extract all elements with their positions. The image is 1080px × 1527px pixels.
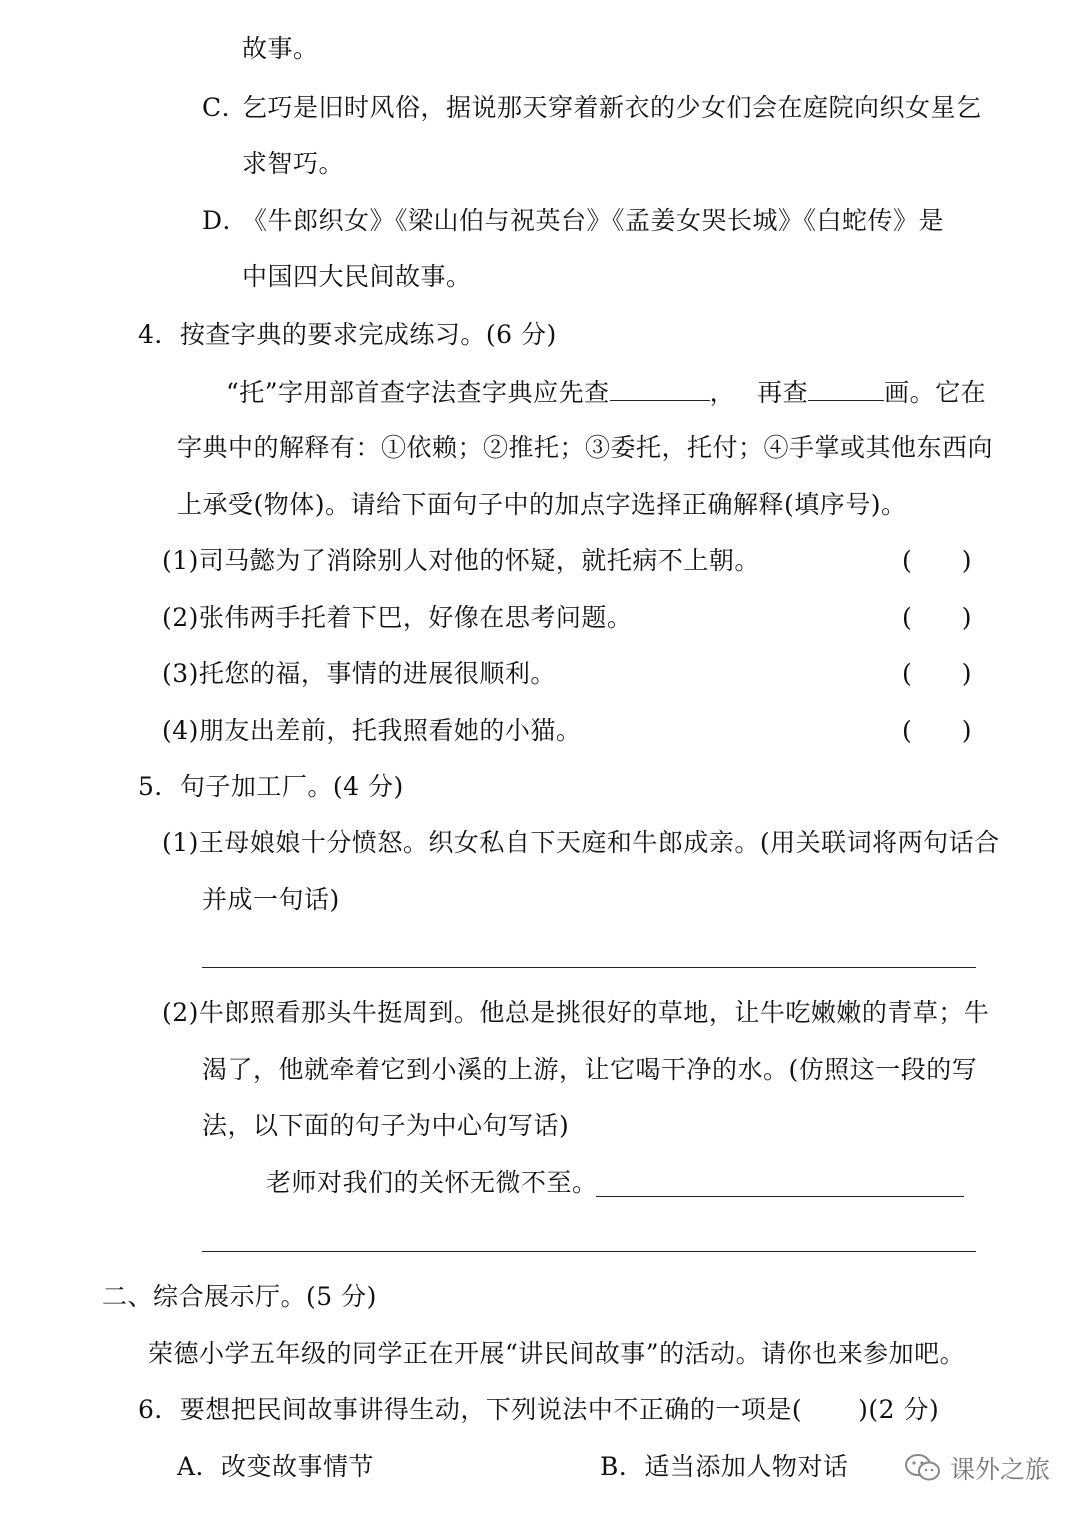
q5-sub2-answer-line-1[interactable] [596, 1196, 964, 1197]
q4-p1-text-b: ， [709, 378, 736, 407]
q4-p1-text-d: 画。它在 [884, 378, 987, 407]
q4-paragraph-line3: 上承受(物体)。请给下面句子中的加点字选择正确解释(填序号)。 [177, 490, 907, 519]
q6-title-text: 6．要想把民间故事讲得生动，下列说法中不正确的一项是( [138, 1395, 803, 1424]
q4-p1-text-a: “托”字用部首查字法查字典应先查 [226, 378, 610, 407]
watermark [904, 1450, 1050, 1486]
q3-option-d-text: 《牛郎织女》《梁山伯与祝英台》《孟姜女哭长城》《白蛇传》是 [242, 206, 945, 235]
q4-item-2: (2)张伟两手托着下巴，好像在思考问题。 [162, 603, 633, 632]
q4-paragraph-line1 [226, 376, 986, 408]
q6-title [138, 1395, 939, 1425]
q5-sub2-line2: 渴了，他就牵着它到小溪的上游，让它喝干净的水。(仿照这一段的写 [202, 1055, 978, 1084]
q4-answer-paren-4[interactable]: ( ) [902, 716, 972, 745]
wechat-icon [904, 1452, 942, 1484]
q5-center-sentence: 老师对我们的关怀无微不至。 [266, 1168, 598, 1197]
watermark-text: 课外之旅 [949, 1455, 1050, 1484]
q4-answer-paren-3[interactable]: ( ) [902, 659, 972, 688]
q4-paragraph-line2: 字典中的解释有：①依赖；②推托；③委托，托付；④手掌或其他东西向 [177, 433, 994, 462]
q5-sub2-answer-line-2[interactable] [202, 1251, 976, 1252]
q4-blank-radical[interactable] [610, 376, 710, 401]
q4-item-1: (1)司马懿为了消除别人对他的怀疑，就托病不上朝。 [162, 546, 760, 575]
q5-sub1-answer-line[interactable] [202, 967, 976, 968]
q4-blank-strokes[interactable] [808, 376, 884, 401]
q3-option-d-text-cont: 中国四大民间故事。 [242, 262, 472, 291]
q4-answer-paren-1[interactable]: ( ) [902, 546, 972, 575]
q6-option-a: A．改变故事情节 [177, 1452, 375, 1481]
q3-option-c-text-cont: 求智巧。 [242, 149, 345, 178]
q5-sub1-line2: 并成一句话) [202, 885, 340, 914]
q4-item-4: (4)朋友出差前，托我照看她的小猫。 [162, 716, 582, 745]
section-2-title: 二、综合展示厅。(5 分) [102, 1282, 377, 1311]
q4-p1-text-c: 再查 [757, 378, 809, 407]
q6-option-b: B．适当添加人物对话 [600, 1452, 849, 1481]
q3-b-tail: 故事。 [242, 34, 319, 63]
q3-option-c-label: C． [202, 93, 248, 122]
q4-item-3: (3)托您的福，事情的进展很顺利。 [162, 659, 556, 688]
q5-sub2-line1: (2)牛郎照看那头牛挺周到。他总是挑很好的草地，让牛吃嫩嫩的青草；牛 [162, 998, 990, 1027]
q4-answer-paren-2[interactable]: ( ) [902, 603, 972, 632]
section-2-intro: 荣德小学五年级的同学正在开展“讲民间故事”的活动。请你也来参加吧。 [148, 1339, 966, 1368]
q3-option-c-text: 乞巧是旧时风俗，据说那天穿着新衣的少女们会在庭院向织女星乞 [242, 93, 982, 122]
q4-title: 4．按查字典的要求完成练习。(6 分) [138, 320, 557, 349]
q6-title-score: )(2 分) [858, 1395, 940, 1424]
q5-sub1-line1: (1)王母娘娘十分愤怒。织女私自下天庭和牛郎成亲。(用关联词将两句话合 [162, 828, 1000, 857]
q5-title: 5．句子加工厂。(4 分) [138, 772, 404, 801]
q3-option-d-label: D． [202, 206, 249, 235]
q5-sub2-line3: 法，以下面的句子为中心句写话) [202, 1111, 570, 1140]
